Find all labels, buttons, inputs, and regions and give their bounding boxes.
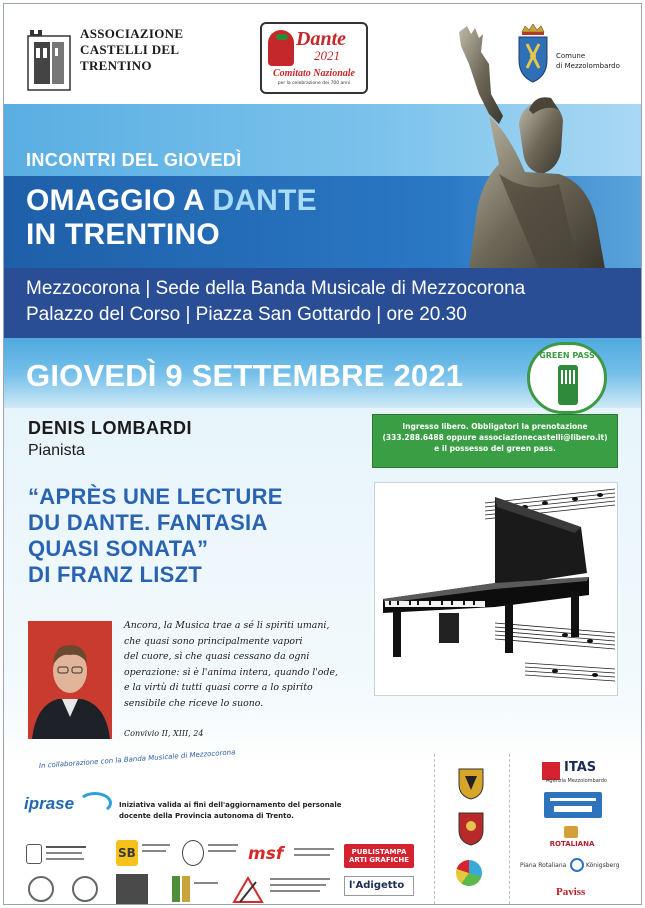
footer-divider: [509, 754, 510, 904]
sbs-logo-text: SB: [118, 846, 136, 860]
dante-profile-icon: [268, 30, 294, 66]
quote-source: Convivio II, XIII, 24: [124, 729, 204, 738]
iprase-arc-icon: [78, 792, 112, 814]
accademia-agiati-logo: [180, 838, 240, 870]
konigsberg-logo-text: Königsberg: [586, 862, 620, 869]
performer-portrait: [28, 621, 112, 739]
dante-quote: [124, 618, 368, 711]
association-line: TRENTINO: [80, 58, 152, 73]
venue-info: [26, 276, 525, 328]
piana-konigsberg-logo: [520, 858, 620, 880]
quote-line: operazione: sì è l'anima intera, quando l'ode,: [124, 666, 338, 678]
initiative-line: docente della Provincia autonoma di Trento.: [119, 812, 294, 820]
event-title: [26, 184, 317, 252]
collaboration-note: In collaborazione con la Banda Musicale di Mezzocorona: [38, 748, 236, 770]
entry-line: Ingresso libero. Obbligatori la prenotazione: [402, 422, 588, 431]
dante-logo-year: 2021: [314, 48, 340, 63]
entry-info-box: [372, 414, 618, 468]
event-title-line2: IN TRENTINO: [26, 218, 220, 251]
event-date: GIOVEDÌ 9 SETTEMBRE 2021: [26, 358, 464, 393]
event-title-highlight: DANTE: [212, 184, 317, 217]
rotaliana-logo-text: ROTALIANA: [549, 840, 595, 848]
entry-line: e il possesso del green pass.: [434, 444, 556, 453]
circle-logo: [450, 860, 490, 890]
adigetto-logo: [344, 876, 414, 896]
event-title-part: OMAGGIO A: [26, 184, 213, 217]
seal-logo: [70, 874, 102, 904]
rotaliana-logo: [542, 826, 602, 852]
castle-logo-icon: [26, 26, 72, 92]
dante-logo-title: Dante: [296, 28, 346, 50]
green-pass-badge: [527, 342, 607, 414]
work-title-line: “APRÈS UNE LECTURE: [28, 484, 283, 509]
paviss-logo-text: Paviss: [556, 886, 586, 898]
sbs-logo: [116, 840, 172, 870]
dante-logo-committee: Comitato Nazionale: [273, 68, 355, 79]
comune-coat-icon: [456, 766, 486, 800]
performer-name: DENIS LOMBARDI: [28, 418, 192, 438]
quote-line: e la virtù di tutti quasi corre a lo spirito: [124, 682, 313, 693]
quote-line: sensibile che riceve lo suono.: [124, 697, 264, 709]
work-title-line: DI FRANZ LISZT: [28, 562, 203, 587]
association-name: [80, 26, 183, 74]
adigetto-logo-text: l'Adigetto: [349, 880, 405, 891]
footer-divider: [434, 754, 435, 904]
dante-2021-logo: [260, 22, 368, 94]
triangle-logo: [230, 874, 266, 904]
blue-sponsor-logo: [544, 792, 602, 818]
venue-line: Mezzocorona | Sede della Banda Musicale di Mezzocorona: [26, 278, 526, 299]
comune-line: Comune: [556, 52, 586, 60]
itas-logo-text: ITAS: [564, 760, 597, 775]
photo-logo: [116, 874, 148, 904]
performer-role: Pianista: [28, 442, 85, 459]
text-sponsor-logo: [270, 876, 340, 902]
quote-line: del cuore, sì che quasi cessano da ogni: [124, 651, 310, 662]
itas-logo-subtitle: Agenzia Mezzolombardo: [546, 778, 607, 784]
green-logo: [162, 874, 222, 904]
itas-logo: [542, 760, 624, 786]
msf-logo: [248, 844, 338, 868]
poster: [3, 3, 642, 905]
seal-logo: [26, 874, 58, 904]
publistampa-logo-text: PUBLISTAMPA ARTI GRAFICHE: [348, 848, 410, 864]
work-title-line: QUASI SONATA”: [28, 536, 209, 561]
initiative-note: [119, 800, 349, 822]
venue-line: Palazzo del Corso | Piazza San Gottardo | ore 20.30: [26, 304, 467, 325]
comune-coat-icon: [456, 810, 486, 846]
piana-logo-text: Piana Rotaliana: [520, 862, 567, 869]
association-line: ASSOCIAZIONE: [80, 26, 184, 41]
dante-logo-subtitle: per la celebrazione dei 700 anni: [277, 81, 351, 86]
series-title: INCONTRI DEL GIOVEDÌ: [26, 150, 242, 170]
portrait-photo-icon: [28, 621, 112, 739]
publistampa-logo: [344, 844, 414, 868]
societa-studi-logo: [26, 842, 88, 868]
green-pass-label: GREEN PASS: [539, 351, 595, 360]
iprase-logo: iprase: [24, 794, 75, 813]
qr-code-icon: [561, 370, 575, 384]
work-title: [28, 484, 283, 588]
comune-line: di Mezzolombardo: [556, 62, 620, 70]
grand-piano-icon: [375, 483, 618, 696]
association-line: CASTELLI DEL: [80, 42, 180, 57]
entry-line: (333.288.6488 oppure associazionecastelli@libero.it): [382, 433, 608, 442]
paviss-logo: [552, 884, 612, 904]
piano-image: [374, 482, 618, 696]
msf-logo-text: msf: [248, 844, 284, 864]
dante-statue-image: [429, 24, 619, 269]
work-title-line: DU DANTE. FANTASIA: [28, 510, 268, 535]
initiative-line: Iniziativa valida ai fini dell'aggiornamento del personale: [119, 801, 342, 809]
quote-line: che quasi sono principalmente vapori: [124, 635, 303, 647]
quote-line: Ancora, la Musica trae a sé li spiriti umani,: [124, 620, 330, 631]
